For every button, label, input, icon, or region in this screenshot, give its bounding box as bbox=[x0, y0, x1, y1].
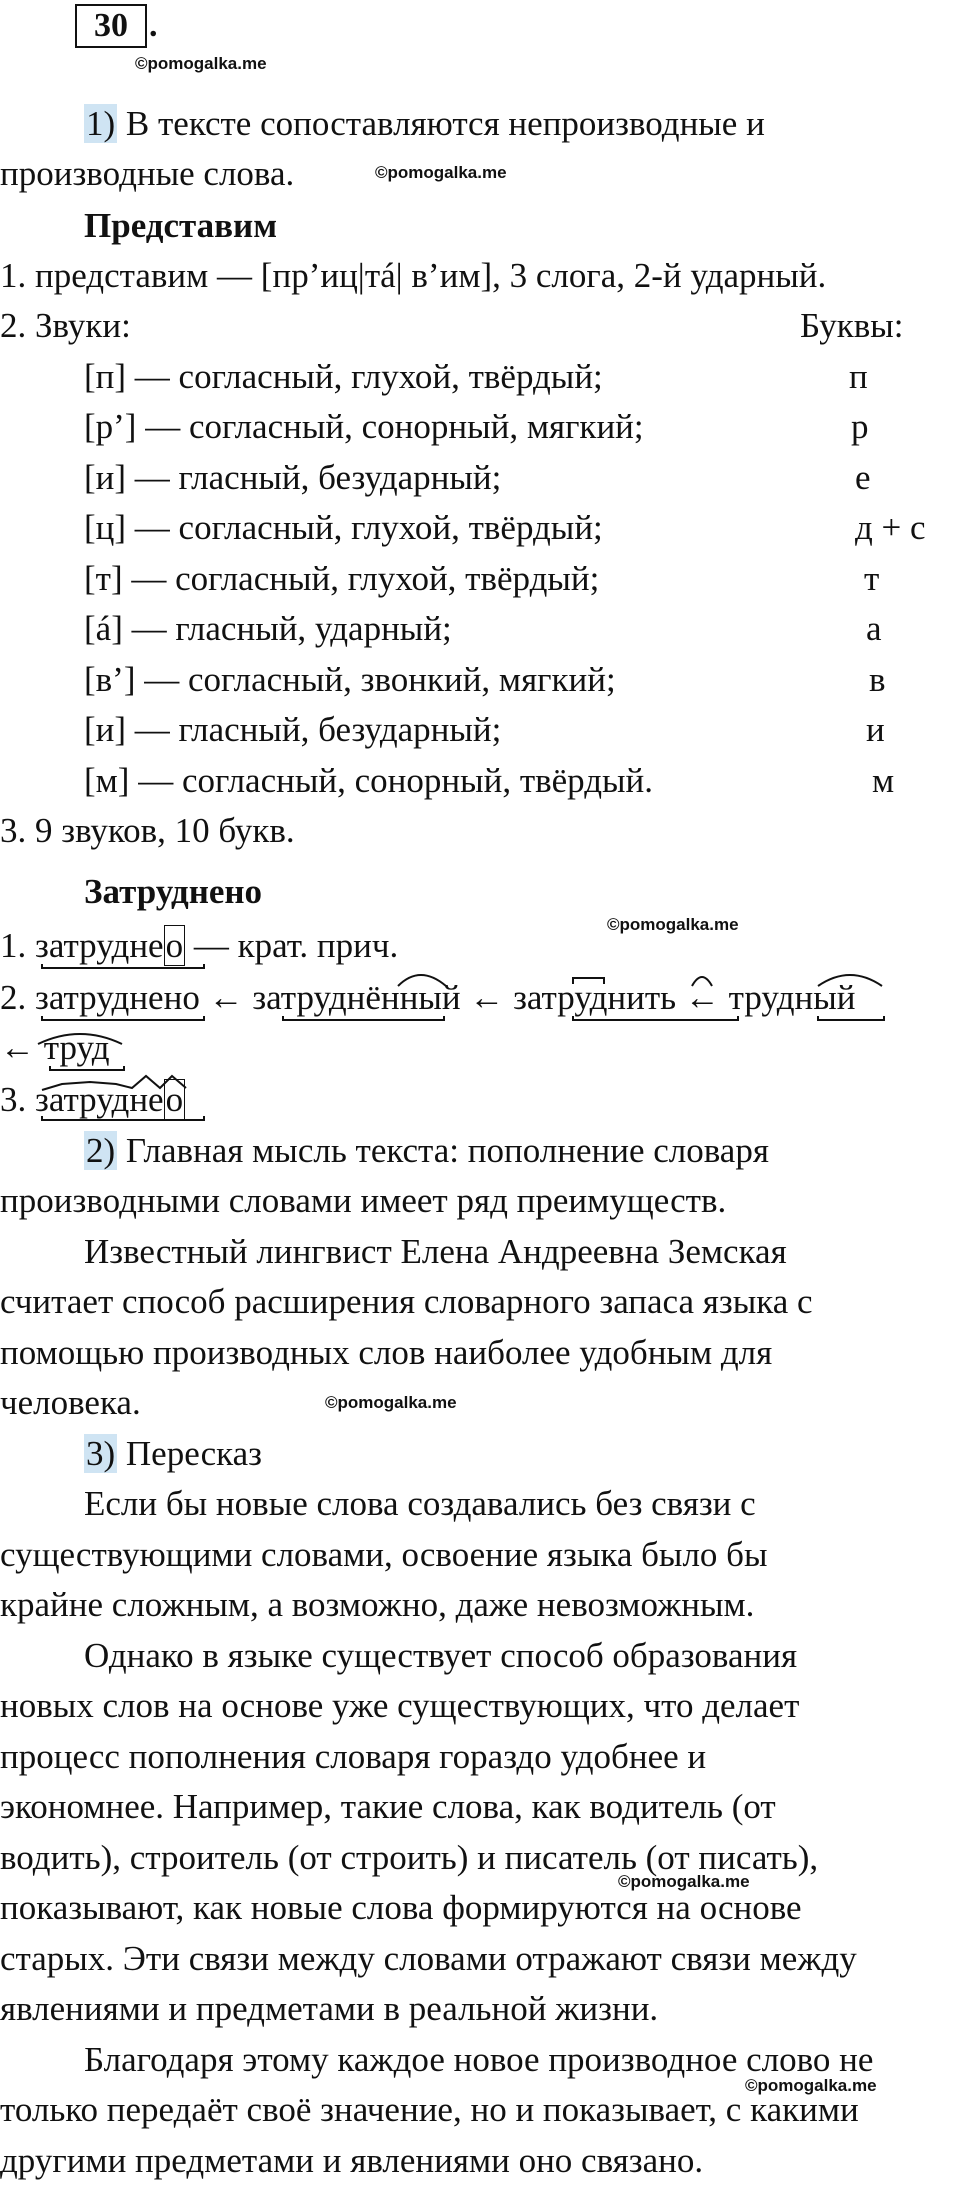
part1-number: 1) bbox=[86, 104, 116, 143]
suffix-zigzag bbox=[42, 1076, 186, 1090]
stem-bracket bbox=[42, 1116, 204, 1120]
stem-bracket bbox=[42, 1016, 204, 1020]
word2-l1-stem: затрудне bbox=[35, 926, 164, 965]
para2-line: Однако в языке существует способ образования bbox=[84, 1636, 798, 1675]
watermark: ©pomogalka.me bbox=[325, 1393, 457, 1412]
watermark: ©pomogalka.me bbox=[618, 1872, 750, 1891]
para1-line: существующими словами, освоение языка было бы bbox=[0, 1535, 768, 1574]
para2-line: водить), строитель (от строить) и писатель (от писать), bbox=[0, 1838, 819, 1877]
word1-sounds-label: 2. Звуки: bbox=[0, 306, 131, 345]
part2-text-a: Главная мысль текста: пополнение словаря bbox=[117, 1131, 769, 1170]
task-number: 30 bbox=[94, 7, 128, 44]
task-number-dot: . bbox=[149, 7, 158, 44]
word1-total: 3. 9 звуков, 10 букв. bbox=[0, 811, 295, 850]
para1-line: крайне сложным, а возможно, даже невозможным. bbox=[0, 1585, 755, 1624]
letter-row-7: в bbox=[869, 660, 886, 699]
sound-row-5: [т] — согласный, глухой, твёрдый; bbox=[84, 559, 600, 598]
letter-row-5: т bbox=[864, 559, 880, 598]
para2-line: показывают, как новые слова формируются на основе bbox=[0, 1888, 802, 1927]
sound-row-6: [á] — гласный, ударный; bbox=[84, 609, 452, 648]
letter-row-9: м bbox=[872, 761, 895, 800]
sound-row-7: [в’] — согласный, звонкий, мягкий; bbox=[84, 660, 616, 699]
para3-line: Благодаря этому каждое новое производное слово не bbox=[84, 2040, 874, 2079]
word2-l2-prefix: 2. bbox=[0, 978, 35, 1017]
letter-row-8: и bbox=[866, 710, 885, 749]
sound-row-3: [и] — гласный, безударный; bbox=[84, 458, 502, 497]
word2-l3-prefix: 3. bbox=[0, 1080, 35, 1119]
stem-bracket bbox=[818, 1016, 884, 1020]
sound-row-1: [п] — согласный, глухой, твёрдый; bbox=[84, 357, 603, 396]
word2-l2-chain: затруднено ← затруднённый ← затруднить ← трудный bbox=[35, 978, 856, 1017]
part2-para-line: человека. bbox=[0, 1383, 141, 1422]
para2-line: процесс пополнения словаря гораздо удобнее и bbox=[0, 1737, 707, 1776]
word2-l1-prefix: 1. bbox=[0, 926, 35, 965]
part2-para-line: Известный лингвист Елена Андреевна Земская bbox=[84, 1232, 787, 1271]
part1-text-a: В тексте сопоставляются непроизводные и bbox=[117, 104, 765, 143]
stem-bracket bbox=[573, 1016, 738, 1020]
para3-line: только передаёт своё значение, но и показывает, с какими bbox=[0, 2090, 859, 2129]
watermark: ©pomogalka.me bbox=[607, 915, 739, 934]
part2-line-b: производными словами имеет ряд преимуществ. bbox=[0, 1181, 727, 1220]
suffix-arc bbox=[818, 975, 882, 986]
word2-heading: Затруднено bbox=[84, 872, 263, 911]
word1-heading: Представим bbox=[84, 206, 278, 245]
stem-bracket bbox=[50, 1066, 124, 1070]
watermark: ©pomogalka.me bbox=[135, 54, 267, 73]
para2-line: старых. Эти связи между словами отражают связи между bbox=[0, 1939, 857, 1978]
suffix-arc bbox=[398, 975, 446, 986]
para3-line: другими предметами и явлениями оно связано. bbox=[0, 2141, 704, 2180]
para1-line: Если бы новые слова создавались без связи с bbox=[84, 1484, 756, 1523]
part1-line-b: производные слова. bbox=[0, 154, 295, 193]
part3-title-line bbox=[84, 1432, 262, 1476]
word2-l3-ending: о bbox=[165, 1080, 184, 1119]
watermark: ©pomogalka.me bbox=[745, 2076, 877, 2095]
letter-row-1: п bbox=[849, 357, 868, 396]
word2-line2b: ← труд bbox=[0, 1028, 110, 1067]
para2-line: экономнее. Например, такие слова, как водитель (от bbox=[0, 1787, 776, 1826]
part3-number: 3) bbox=[86, 1434, 116, 1473]
para2-line: новых слов на основе уже существующих, что делает bbox=[0, 1686, 800, 1725]
letter-row-4: д + с bbox=[855, 508, 926, 547]
sound-row-8: [и] — гласный, безударный; bbox=[84, 710, 502, 749]
stem-bracket bbox=[42, 964, 204, 968]
letter-row-6: а bbox=[866, 609, 882, 648]
para2-line: явлениями и предметами в реальной жизни. bbox=[0, 1989, 659, 2028]
suffix-arc bbox=[692, 977, 712, 986]
sound-row-9: [м] — согласный, сонорный, твёрдый. bbox=[84, 761, 654, 800]
sound-row-2: [р’] — согласный, сонорный, мягкий; bbox=[84, 407, 644, 446]
sound-row-4: [ц] — согласный, глухой, твёрдый; bbox=[84, 508, 603, 547]
watermark: ©pomogalka.me bbox=[375, 163, 507, 182]
part3-title: Пересказ bbox=[117, 1434, 262, 1473]
word2-l1-rest: — крат. прич. bbox=[185, 926, 399, 965]
word1-transcription: 1. представим — [пр’иц|тá| в’им], 3 слога, 2-й ударный. bbox=[0, 256, 827, 295]
letter-row-3: е bbox=[855, 458, 871, 497]
part2-line-a bbox=[84, 1129, 769, 1173]
letter-row-2: р bbox=[851, 407, 869, 446]
root-arc bbox=[38, 1034, 122, 1044]
part2-para-line: помощью производных слов наиболее удобным для bbox=[0, 1333, 773, 1372]
word2-l3-stem: затрудне bbox=[35, 1080, 164, 1119]
prefix-mark bbox=[573, 978, 604, 984]
part2-number: 2) bbox=[86, 1131, 116, 1170]
part2-para-line: считает способ расширения словарного запаса языка с bbox=[0, 1282, 813, 1321]
word1-letters-label: Буквы: bbox=[800, 306, 904, 345]
stem-bracket bbox=[283, 1016, 444, 1020]
word2-l1-ending: о bbox=[165, 926, 184, 965]
